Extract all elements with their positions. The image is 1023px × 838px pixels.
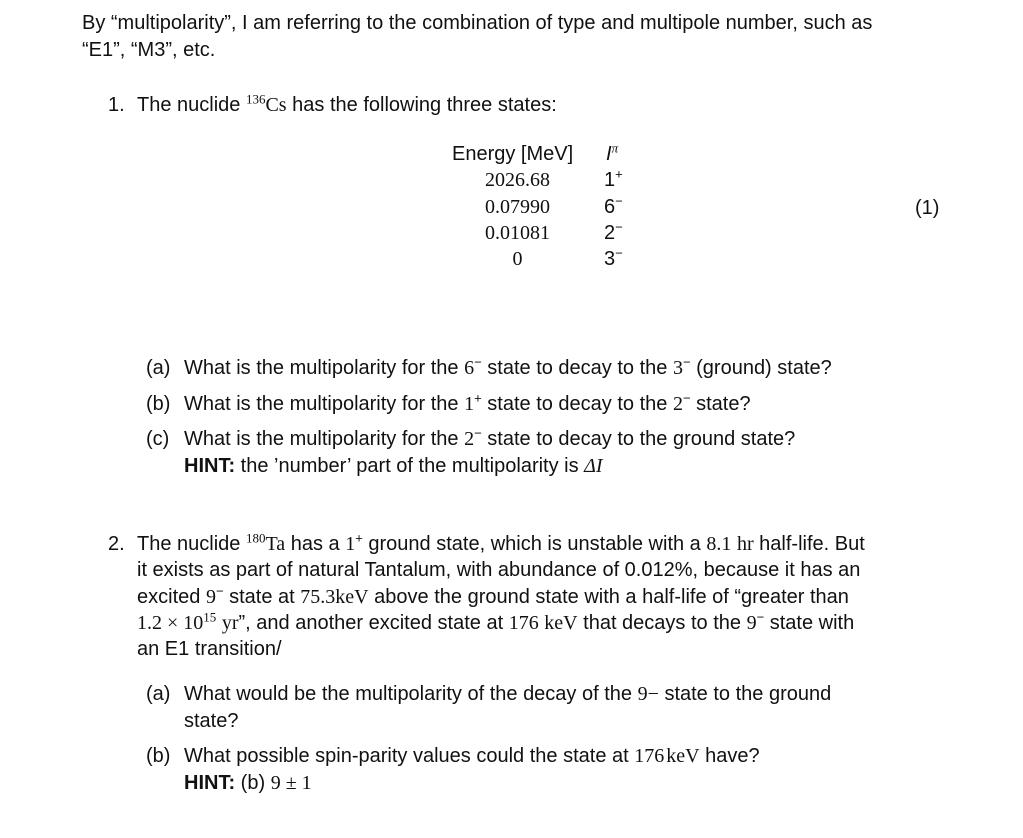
table-row-energy: 0.01081	[485, 222, 550, 244]
q2b-val: 176	[634, 745, 665, 767]
table-row-energy: 0	[512, 248, 523, 270]
q2b-t2: have?	[705, 745, 760, 767]
hint-math: ΔI	[584, 455, 603, 477]
q1a-spin1: 6	[464, 357, 475, 379]
hint-label: HINT:	[184, 455, 236, 477]
q2a-text-line-2: state?	[184, 710, 239, 732]
q1b-parity1: +	[474, 390, 482, 406]
q2-l3-c: above the ground state with a half-life of “greater than	[374, 586, 849, 608]
intro-line-2: “E1”, “M3”, etc.	[82, 39, 216, 61]
q1c-hint	[184, 453, 603, 479]
q2-l4-a: ”, and another excited state at	[238, 612, 504, 634]
table-header-energy: Energy [MeV]	[452, 143, 574, 165]
spin-value: 3	[604, 248, 616, 270]
q2-l4-exp: 15	[203, 609, 217, 625]
q1a-text	[184, 355, 832, 381]
q2-line-5: an E1 transition/	[137, 638, 282, 660]
q2-l4-b: that decays to the	[583, 612, 742, 634]
q2-l4-val2: 176	[508, 612, 539, 634]
q2b-unit: keV	[666, 745, 700, 767]
q2b-text	[184, 743, 760, 769]
q2-l4-unit2: keV	[544, 612, 578, 634]
q2-l4-parity: −	[756, 609, 765, 625]
q1a-parity2: −	[682, 354, 691, 370]
q1-element-symbol: Cs	[265, 94, 287, 116]
spin-value: 1	[604, 169, 616, 191]
q2-l3-unit: keV	[335, 586, 369, 608]
q2b-label: (b)	[146, 745, 171, 767]
table-header-spin	[606, 141, 618, 167]
q1b-t3: state?	[696, 393, 751, 415]
q2-l1-spin: 1	[345, 533, 356, 555]
table-row-spin	[604, 246, 623, 272]
q1b-parity2: −	[682, 390, 691, 406]
q1a-spin2: 3	[672, 357, 683, 379]
q2-l4-spin: 9	[746, 612, 757, 634]
table-header-spin-base: I	[606, 143, 612, 165]
q2-l4-unit: yr	[221, 612, 239, 634]
q2-line-2: it exists as part of natural Tantalum, with abundance of 0.012%, because it has an	[137, 559, 861, 581]
q2-l1-b: ground state, which is unstable with a	[368, 533, 701, 555]
q2-number: 2.	[108, 533, 125, 555]
q2-element-symbol: Ta	[265, 533, 286, 555]
q1-mass-number: 136	[245, 91, 266, 107]
q1b-spin1: 1	[464, 393, 475, 415]
q2-l3-a: excited	[137, 586, 201, 608]
q2-l3-val: 75.3	[300, 586, 336, 608]
q1b-t1: What is the multipolarity for the	[184, 393, 459, 415]
q1b-t2: state to decay to the	[487, 393, 668, 415]
parity-value: −	[615, 219, 623, 235]
parity-value: +	[615, 166, 623, 182]
q2-l3-spin: 9	[205, 586, 216, 608]
parity-value: −	[615, 193, 623, 209]
spin-value: 6	[604, 196, 616, 218]
q1b-spin2: 2	[672, 393, 683, 415]
q1a-label: (a)	[146, 357, 171, 379]
q1c-label: (c)	[146, 428, 170, 450]
hint-label: HINT:	[184, 772, 236, 794]
q1a-t2: state to decay to the	[487, 357, 668, 379]
q1c-text	[184, 426, 795, 452]
q1c-parity1: −	[474, 425, 482, 441]
q1a-parity1: −	[474, 354, 482, 370]
q2-mass-number: 180	[245, 530, 266, 546]
table-row-spin	[604, 167, 623, 193]
q2-lead: The nuclide	[137, 533, 241, 555]
q2-l1-parity: +	[355, 530, 363, 546]
q2a-t2: state to the ground	[664, 683, 832, 705]
hint-text: the ’number’ part of the multipolarity is	[240, 455, 579, 477]
q2b-hint	[184, 770, 312, 796]
q1c-spin1: 2	[464, 428, 475, 450]
q2-l1-unit: hr	[736, 533, 754, 555]
q2-line-4	[137, 610, 854, 636]
q1a-t3: (ground) state?	[696, 357, 832, 379]
intro-line-1: By “multipolarity”, I am referring to the combination of type and multipole number, such as	[82, 12, 873, 34]
q1c-t2: state to decay to the ground state?	[487, 428, 796, 450]
parity-value: −	[615, 245, 623, 261]
table-row-energy: 2026.68	[485, 169, 550, 191]
hint-math: 9 ± 1	[270, 772, 312, 794]
q2-line-3	[137, 584, 849, 610]
q1a-t1: What is the multipolarity for the	[184, 357, 459, 379]
q2-l4-val: 1.2 × 10	[137, 612, 204, 634]
q2a-math: 9−	[637, 683, 659, 705]
q2b-t1: What possible spin-parity values could the state at	[184, 745, 629, 767]
q2-l1-c: half-life. But	[759, 533, 865, 555]
equation-number: (1)	[915, 197, 940, 219]
q2-l1-a: has a	[290, 533, 340, 555]
q1-lead: The nuclide	[137, 94, 241, 116]
hint-text: (b)	[240, 772, 266, 794]
q1c-t1: What is the multipolarity for the	[184, 428, 459, 450]
q2a-label: (a)	[146, 683, 171, 705]
table-header-spin-sup: π	[611, 140, 619, 156]
q2-l4-c: state with	[769, 612, 855, 634]
q2a-text	[184, 681, 831, 707]
q1b-label: (b)	[146, 393, 171, 415]
q2a-t1: What would be the multipolarity of the decay of the	[184, 683, 633, 705]
spin-value: 2	[604, 222, 616, 244]
q2-l3-b: state at	[229, 586, 295, 608]
table-row-spin	[604, 220, 623, 246]
q2-line-1	[137, 531, 943, 557]
table-row-spin	[604, 194, 623, 220]
q1-heading	[137, 92, 557, 118]
q1b-text	[184, 391, 751, 417]
q1-tail: has the following three states:	[292, 94, 557, 116]
q1-number: 1.	[108, 94, 125, 116]
q2-l3-parity: −	[215, 583, 224, 599]
table-row-energy: 0.07990	[485, 196, 550, 218]
q2-l1-val: 8.1	[706, 533, 732, 555]
